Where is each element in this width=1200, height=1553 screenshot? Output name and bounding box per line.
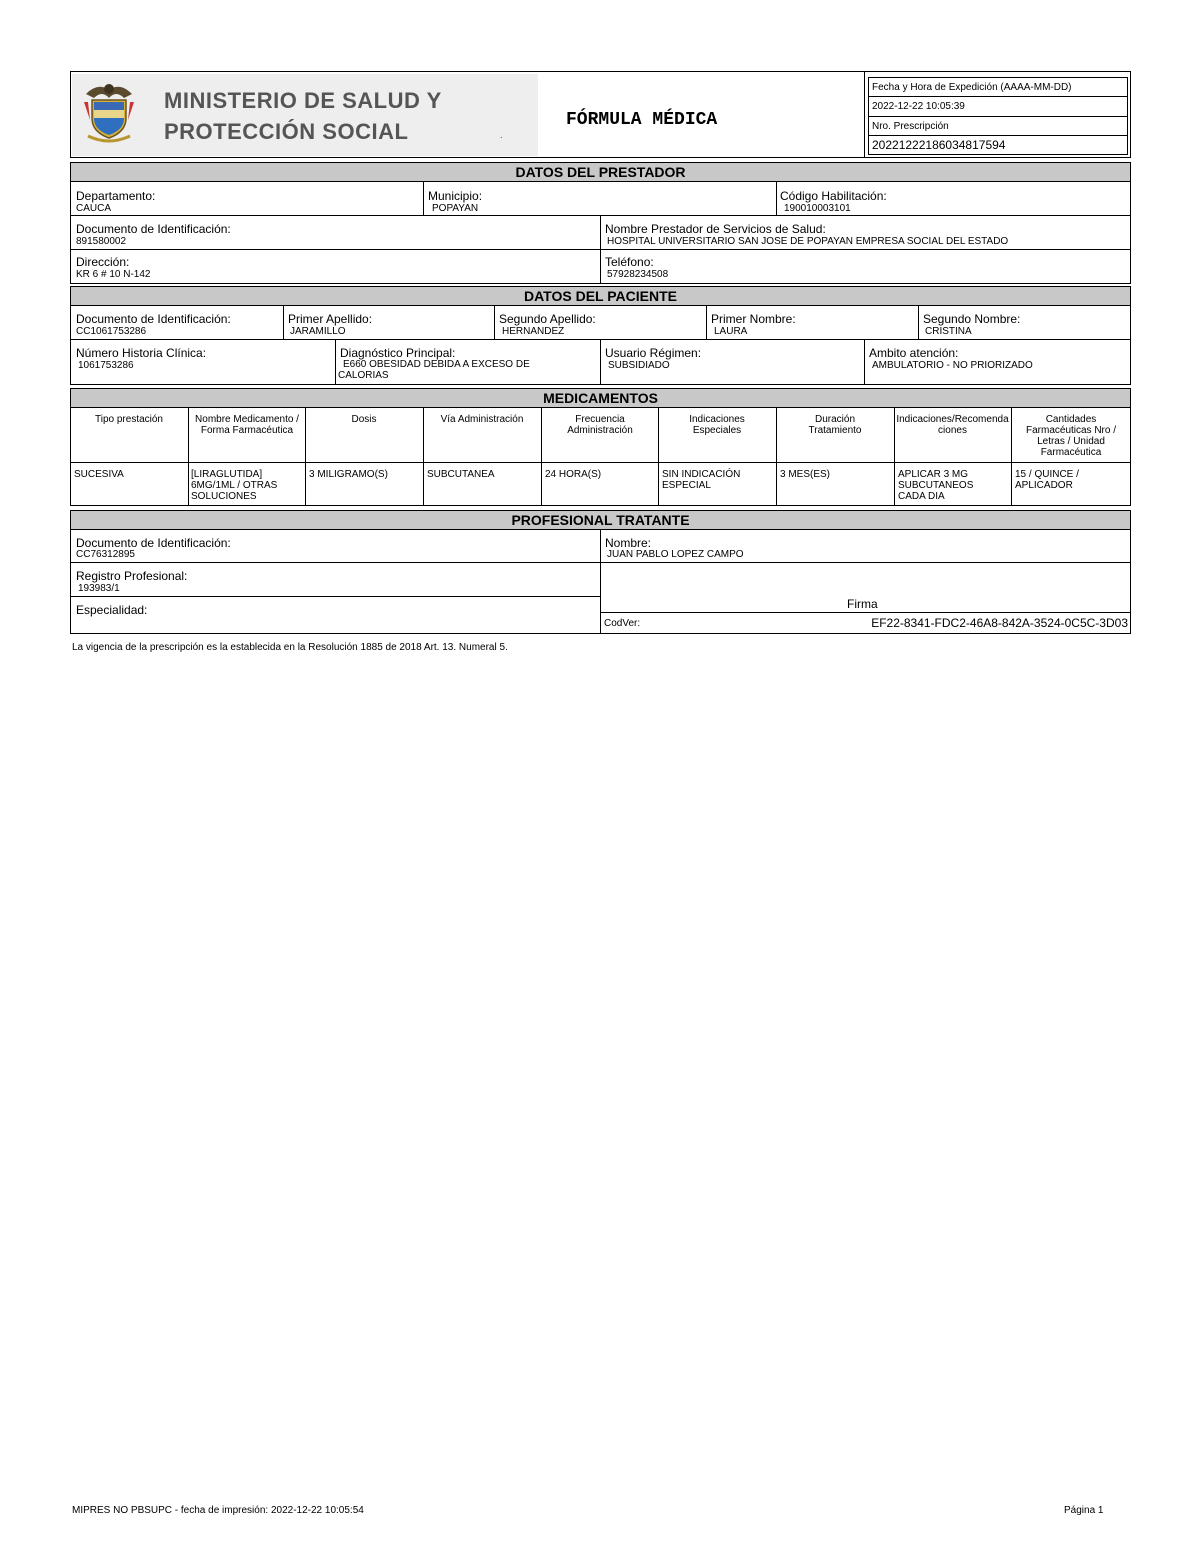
divider — [305, 407, 306, 506]
col-header-via: Vía Administración — [440, 414, 524, 425]
telefono-value: 57928234508 — [607, 269, 669, 280]
expedition-line-2 — [868, 116, 1128, 117]
divider — [541, 407, 542, 506]
ambito-label: Ambito atención: — [869, 346, 959, 360]
cell-indicaciones: SIN INDICACIÓN ESPECIAL — [662, 469, 741, 491]
vigencia-note: La vigencia de la prescripción es la establecida en la Resolución 1885 de 2018 Art. 13. Numeral 5. — [72, 642, 508, 653]
col-header-recomendaciones: Indicaciones/Recomendaciones — [896, 414, 1009, 436]
cell-recomendaciones: APLICAR 3 MG SUBCUTANEOS CADA DIA — [898, 469, 974, 502]
direccion-value: KR 6 # 10 N-142 — [76, 269, 151, 280]
municipio-label: Municipio: — [428, 189, 483, 203]
page-number: Página 1 — [1064, 1505, 1104, 1516]
codigo-habilitacion-label: Código Habilitación: — [780, 189, 887, 203]
codver-value: EF22-8341-FDC2-46A8-842A-3524-0C5C-3D03 — [871, 616, 1128, 630]
divider — [658, 407, 659, 506]
regimen-label: Usuario Régimen: — [605, 346, 702, 360]
profesional-nombre-value: JUAN PABLO LOPEZ CAMPO — [607, 549, 744, 560]
prestador-doc-value: 891580002 — [76, 236, 127, 247]
section-datos-prestador: DATOS DEL PRESTADOR — [70, 162, 1131, 182]
coat-of-arms-icon — [78, 80, 140, 146]
divider — [1011, 407, 1012, 506]
cell-via: SUBCUTANEA — [427, 469, 495, 480]
divider — [335, 339, 336, 385]
historia-clinica-value: 1061753286 — [78, 360, 134, 371]
nro-label: Nro. Prescripción — [872, 121, 949, 132]
divider — [283, 305, 284, 340]
profesional-line-1 — [70, 562, 1131, 563]
departamento-value: CAUCA — [76, 203, 112, 214]
nro-value: 20221222186034817594 — [872, 138, 1006, 152]
divider — [864, 339, 865, 385]
telefono-label: Teléfono: — [605, 255, 654, 269]
section-medicamentos: MEDICAMENTOS — [70, 388, 1131, 408]
expedition-line-1 — [868, 96, 1128, 97]
divider — [894, 407, 895, 506]
fecha-label: Fecha y Hora de Expedición (AAAA-MM-DD) — [872, 82, 1072, 93]
cell-nombre: [LIRAGLUTIDA] 6MG/1ML / OTRAS SOLUCIONES — [191, 469, 278, 502]
expedition-line-3 — [868, 135, 1128, 136]
codigo-habilitacion-value: 190010003101 — [784, 203, 851, 214]
divider — [600, 339, 601, 385]
medicamentos-header-divider — [70, 462, 1131, 463]
col-header-nombre: Nombre Medicamento / Forma Farmacéutica — [195, 414, 299, 436]
ambito-value: AMBULATORIO - NO PRIORIZADO — [872, 360, 1033, 371]
cell-dosis: 3 MILIGRAMO(S) — [309, 469, 388, 480]
col-header-duracion: Duración Tratamiento — [808, 414, 862, 436]
paciente-doc-value: CC1061753286 — [76, 326, 147, 337]
ministry-name-line1: MINISTERIO DE SALUD Y — [164, 88, 442, 113]
diagnostico-value: E660 OBESIDAD DEBIDA A EXCESO DE CALORIAS — [338, 359, 530, 381]
profesional-line-2 — [70, 596, 601, 597]
municipio-value: POPAYAN — [432, 203, 479, 214]
segundo-apellido-label: Segundo Apellido: — [499, 312, 596, 326]
cell-tipo: SUCESIVA — [74, 469, 124, 480]
header-divider — [864, 71, 865, 158]
divider — [776, 181, 777, 216]
fecha-value: 2022-12-22 10:05:39 — [872, 101, 965, 112]
registro-value: 193983/1 — [78, 583, 120, 594]
segundo-nombre-label: Segundo Nombre: — [923, 312, 1021, 326]
divider — [188, 407, 189, 506]
document-title: FÓRMULA MÉDICA — [566, 110, 718, 130]
divider — [918, 305, 919, 340]
especialidad-label: Especialidad: — [76, 603, 148, 617]
divider — [423, 181, 424, 216]
prestador-row-1 — [70, 181, 1131, 216]
cell-duracion: 3 MES(ES) — [780, 469, 831, 480]
col-header-indicaciones: Indicaciones Especiales — [689, 414, 745, 436]
prestador-nombre-label: Nombre Prestador de Servicios de Salud: — [605, 222, 826, 236]
firma-label: Firma — [847, 597, 878, 611]
cell-frecuencia: 24 HORA(S) — [545, 469, 602, 480]
divider — [494, 305, 495, 340]
segundo-nombre-value: CRISTINA — [925, 326, 972, 337]
codver-label: CodVer: — [604, 618, 641, 629]
segundo-apellido-value: HERNANDEZ — [502, 326, 565, 337]
col-header-tipo: Tipo prestación — [95, 414, 163, 425]
primer-apellido-label: Primer Apellido: — [288, 312, 373, 326]
prestador-doc-label: Documento de Identificación: — [76, 222, 231, 236]
col-header-dosis: Dosis — [351, 414, 377, 425]
historia-clinica-label: Número Historia Clínica: — [76, 346, 207, 360]
primer-nombre-label: Primer Nombre: — [711, 312, 796, 326]
departamento-label: Departamento: — [76, 189, 156, 203]
registro-label: Registro Profesional: — [76, 569, 188, 583]
regimen-value: SUBSIDIADO — [608, 360, 670, 371]
primer-apellido-value: JARAMILLO — [290, 326, 346, 337]
section-profesional-tratante: PROFESIONAL TRATANTE — [70, 510, 1131, 530]
divider — [600, 215, 601, 250]
profesional-nombre-label: Nombre: — [605, 536, 652, 550]
firma-line — [600, 612, 1131, 613]
divider — [706, 305, 707, 340]
header-dot: . — [500, 130, 503, 141]
divider — [423, 407, 424, 506]
cell-cantidades: 15 / QUINCE / APLICADOR — [1015, 469, 1079, 491]
col-header-frecuencia: Frecuencia Administración — [567, 414, 633, 436]
paciente-doc-label: Documento de Identificación: — [76, 312, 231, 326]
footer-print-info: MIPRES NO PBSUPC - fecha de impresión: 2022-12-22 10:05:54 — [72, 1505, 364, 1516]
prestador-nombre-value: HOSPITAL UNIVERSITARIO SAN JOSE DE POPAYAN EMPRESA SOCIAL DEL ESTADO — [607, 236, 1009, 247]
col-header-cantidades: Cantidades Farmacéuticas Nro / Letras / Unidad Farmacéutica — [1025, 414, 1117, 458]
primer-nombre-value: LAURA — [714, 326, 748, 337]
profesional-doc-label: Documento de Identificación: — [76, 536, 231, 550]
direccion-label: Dirección: — [76, 255, 130, 269]
divider — [600, 249, 601, 284]
diagnostico-label: Diagnóstico Principal: — [340, 346, 456, 360]
divider — [776, 407, 777, 506]
section-datos-paciente: DATOS DEL PACIENTE — [70, 286, 1131, 306]
divider — [600, 529, 601, 634]
profesional-doc-value: CC76312895 — [76, 549, 135, 560]
ministry-name-line2: PROTECCIÓN SOCIAL — [164, 119, 409, 144]
